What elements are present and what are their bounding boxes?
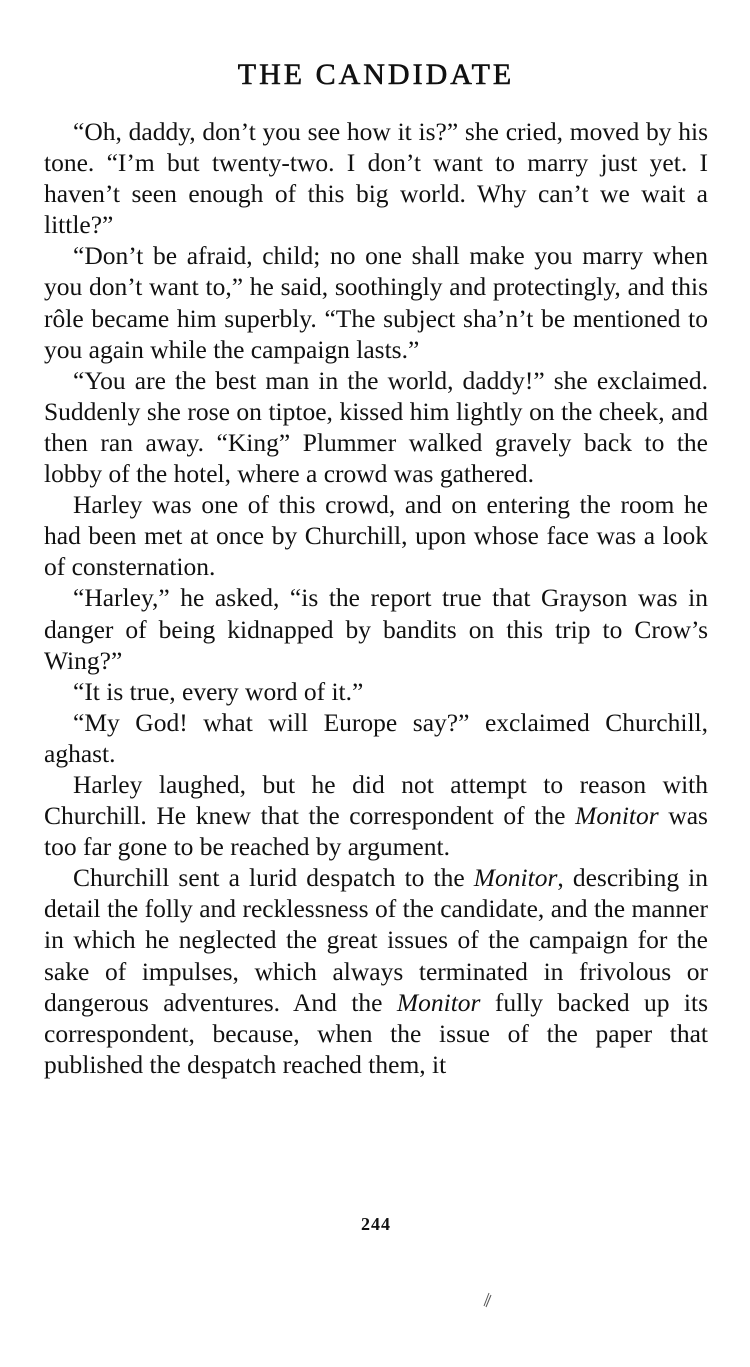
text-run: was too far gone to be reached by argument. [44,801,708,862]
text-run: , describing in detail the folly and recklessness of the candidate, and the manner in which he neglected the great issues of the campaign for the sake of impulses, which always terminated in frivolous or dangerous adventures. And the [44,863,709,1017]
paragraph [44,365,708,489]
paragraph [44,116,708,240]
paragraph [44,582,708,675]
text-run: “You are the best man in the world, daddy!” she exclaimed. Suddenly she rose on tiptoe, kissed him lightly on the cheek, and then ran away. “King” Plummer walked gravely back to the lobby of the hotel, where a crowd was gathered. [44,365,708,489]
body-text [44,116,708,1080]
italic-title: Monitor [575,801,659,831]
italic-title: Monitor [473,863,558,893]
text-run: fully backed up its correspondent, because, when the issue of the paper that published the despatch reached them, it [44,987,708,1079]
italic-title: Monitor [396,987,481,1017]
text-run: “My God! what will Europe say?” exclaimed Churchill, aghast. [44,707,708,768]
text-run: “Oh, daddy, don’t you see how it is?” she cried, moved by his tone. “I’m but twenty-two. I don’t want to marry just yet. I haven’t seen enough of this big world. Why can’t we wait a little?” [44,117,708,240]
paragraph [44,862,708,1080]
text-run: “Harley,” he asked, “is the report true that Grayson was in danger of being kidnapped by bandits on this trip to Crow’s Wing?” [44,583,708,675]
page-number: 244 [361,1214,391,1234]
text-run: Harley laughed, but he did not attempt to reason with Churchill. He knew that the correspondent of the [44,769,708,831]
text-run: “Don’t be afraid, child; no one shall make you marry when you don’t want to,” he said, soothingly and protectingly, and this rôle became him superbly. “The subject sha’n’t be mentioned to you again while the campaign lasts.” [44,241,708,364]
ink-speck-mark [480,1292,494,1308]
text-run: Churchill sent a lurid despatch to the [73,863,474,893]
text-run: “It is true, every word of it.” [73,676,364,706]
paragraph [44,240,708,364]
paragraph [44,489,708,582]
paragraph [44,707,708,769]
paragraph [44,769,708,862]
text-run: Harley was one of this crowd, and on entering the room he had been met at once by Churchill, upon whose face was a look of consternation. [44,490,708,582]
paragraph [44,676,708,707]
running-head: THE CANDIDATE [237,58,515,91]
